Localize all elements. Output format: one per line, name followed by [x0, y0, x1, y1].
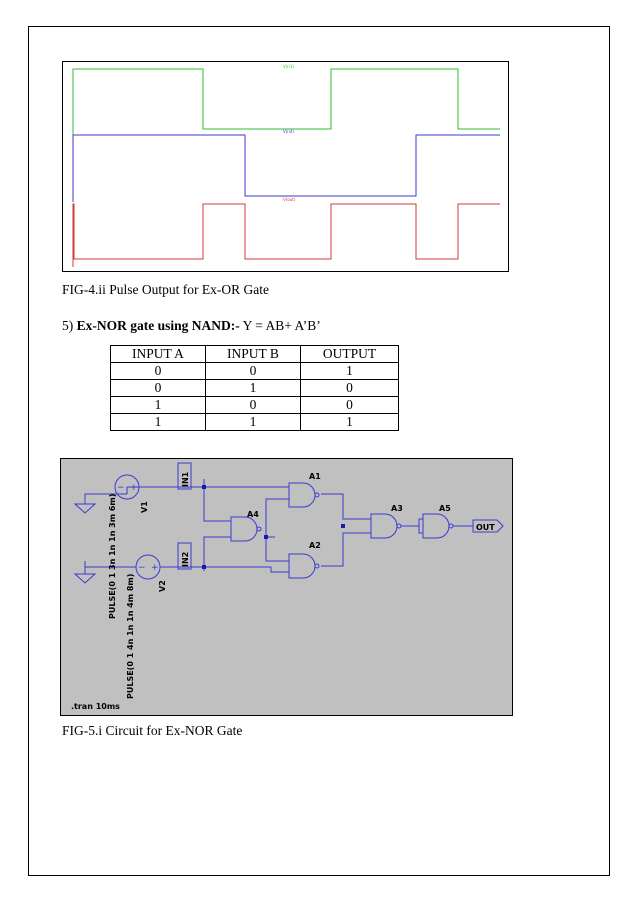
- figure-caption-4: FIG-4.ii Pulse Output for Ex-OR Gate: [62, 282, 269, 297]
- waveform-plot: [62, 61, 509, 272]
- svg-text:+: +: [151, 563, 159, 573]
- table-cell: 1: [111, 414, 206, 431]
- junction-dots: [202, 485, 345, 569]
- out-label: OUT: [476, 523, 495, 532]
- table-row: [111, 414, 399, 431]
- label-n1: V(n1): [283, 64, 294, 69]
- table-cell: 0: [111, 380, 206, 397]
- section-equation: Y = AB+ A’B’: [239, 318, 321, 333]
- section-number: 5): [62, 318, 74, 333]
- nand-gate-a1: [289, 483, 319, 507]
- svg-text:IN1: IN1: [181, 471, 190, 487]
- circuit-svg: [61, 459, 512, 715]
- table-header: INPUT A: [111, 346, 206, 363]
- gate-label-a3: A3: [391, 504, 403, 513]
- svg-text:IN2: IN2: [181, 551, 190, 567]
- table-header: INPUT B: [206, 346, 301, 363]
- figure-caption-5: FIG-5.i Circuit for Ex-NOR Gate: [62, 723, 243, 738]
- nand-gate-a5: [423, 514, 453, 538]
- waveform-svg: [63, 62, 508, 271]
- nand-gate-a3: [371, 514, 401, 538]
- table-row: [111, 397, 399, 414]
- voltage-source-v2: [136, 555, 160, 579]
- section-title: Ex-NOR gate using NAND:-: [76, 318, 240, 333]
- wires: [75, 479, 473, 583]
- table-cell: 0: [206, 363, 301, 380]
- label-n4: V(n4): [283, 129, 294, 134]
- table-cell: 1: [301, 414, 399, 431]
- tran-directive: .tran 10ms: [71, 702, 120, 711]
- pulse2-label: PULSE(0 1 4n 1n 1n 4m 8m): [126, 573, 135, 699]
- gate-label-a1: A1: [309, 472, 321, 481]
- pulse1-label: PULSE(0 1 3n 1n 1n 3m 6m): [108, 493, 117, 619]
- circuit-schematic: [60, 458, 513, 716]
- table-cell: 1: [111, 397, 206, 414]
- table-cell: 1: [206, 414, 301, 431]
- table-cell: 0: [301, 380, 399, 397]
- nand-gate-a2: [289, 554, 319, 578]
- net-label-in1: [178, 463, 191, 489]
- table-cell: 0: [206, 397, 301, 414]
- table-cell: 0: [111, 363, 206, 380]
- gate-label-a4: A4: [247, 510, 259, 519]
- table-header-row: [111, 346, 399, 363]
- label-out: V(out): [283, 197, 296, 202]
- trace-out: [73, 204, 500, 267]
- trace-n1: [73, 69, 500, 136]
- net-label-in2: [178, 543, 191, 569]
- trace-n4: [73, 135, 500, 202]
- svg-text:+: +: [130, 483, 138, 493]
- nand-gate-a4: [231, 517, 261, 541]
- table-row: [111, 380, 399, 397]
- truth-table: [110, 345, 399, 431]
- table-row: [111, 363, 399, 380]
- table-cell: 0: [301, 397, 399, 414]
- table-cell: 1: [301, 363, 399, 380]
- gate-label-a2: A2: [309, 541, 321, 550]
- output-port: [473, 520, 503, 532]
- table-cell: 1: [206, 380, 301, 397]
- table-header: OUTPUT: [301, 346, 399, 363]
- svg-text:−: −: [117, 483, 125, 493]
- section-heading: [62, 318, 321, 334]
- v2-label: V2: [158, 580, 167, 592]
- v1-label: V1: [140, 501, 149, 513]
- svg-text:−: −: [138, 563, 146, 573]
- gate-label-a5: A5: [439, 504, 451, 513]
